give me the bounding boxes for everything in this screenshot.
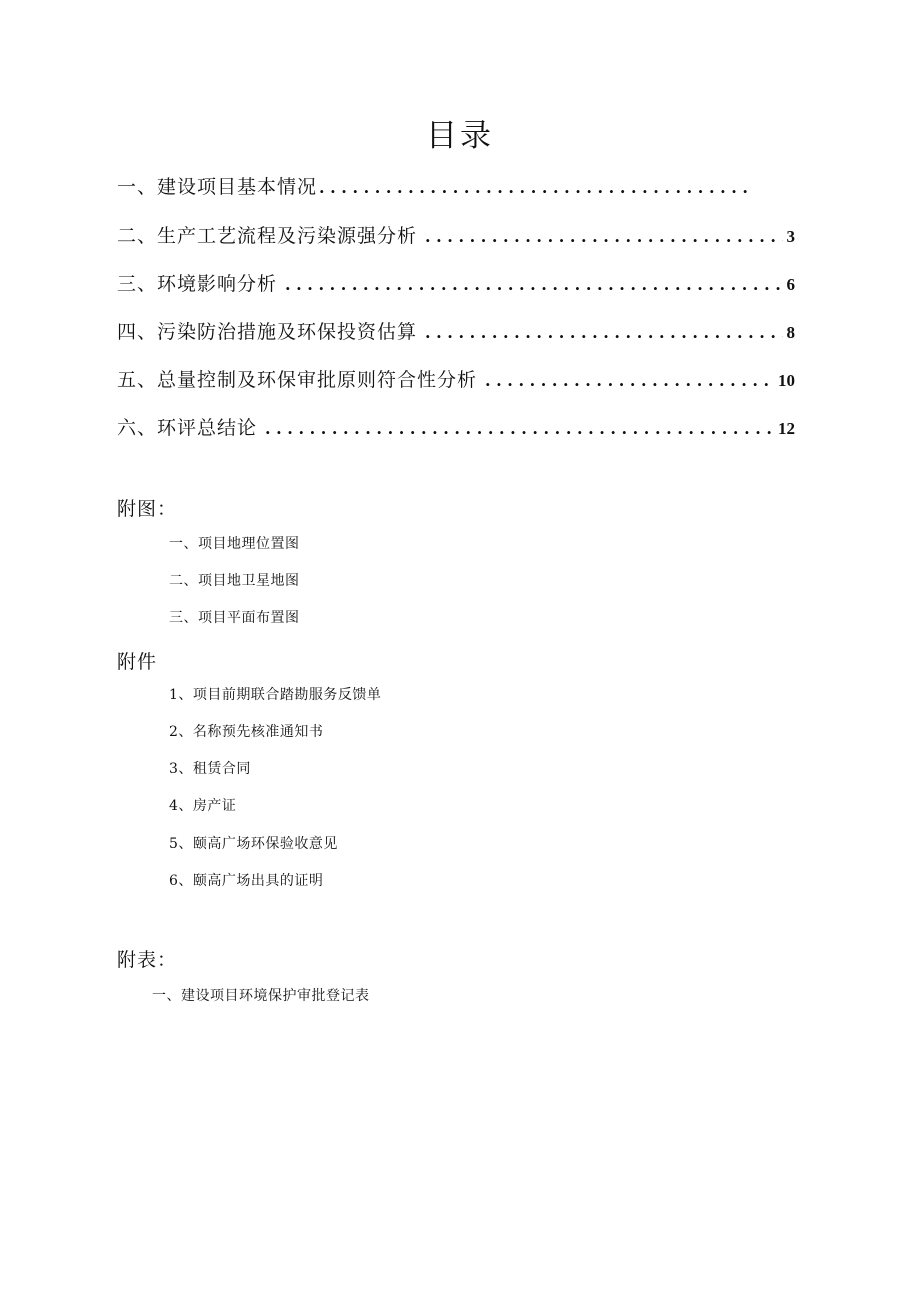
toc-entry-label: 二、生产工艺流程及污染源强分析 (117, 225, 418, 247)
attached-tables-heading: 附表： (117, 949, 178, 971)
toc-dot-leader (425, 323, 782, 342)
attachment-item: 3、租赁合同 (169, 761, 251, 777)
toc-entry-page: 12 (778, 419, 795, 438)
attached-figure-item: 三、项目平面布置图 (169, 610, 300, 626)
toc-dot-leader (485, 371, 774, 390)
toc-dot-leader (319, 178, 749, 197)
toc-entry[interactable] (117, 221, 795, 249)
toc-dot-leader (265, 419, 774, 438)
toc-entry-label: 四、污染防治措施及环保投资估算 (117, 321, 418, 343)
toc-entry-label: 三、环境影响分析 (117, 273, 278, 295)
attachment-item: 5、颐高广场环保验收意见 (169, 836, 338, 852)
toc-entry-page: 6 (786, 275, 795, 294)
toc-entry-page: 8 (786, 323, 795, 342)
attachment-item: 1、项目前期联合踏勘服务反馈单 (169, 687, 382, 703)
toc-entry-label: 五、总量控制及环保审批原则符合性分析 (117, 369, 478, 391)
toc-entry-page: 3 (786, 227, 795, 246)
attachment-item: 4、房产证 (169, 798, 237, 814)
toc-entry[interactable] (117, 413, 795, 441)
page-title: 目录 (426, 118, 494, 154)
toc-entry-label: 六、环评总结论 (117, 417, 258, 439)
toc-entry-label: 一、建设项目基本情况 (117, 176, 318, 198)
attachments-heading: 附件 (117, 651, 158, 673)
attachment-item: 2、名称预先核准通知书 (169, 724, 324, 740)
attached-figures-heading: 附图： (117, 498, 178, 520)
toc-dot-leader (285, 275, 782, 294)
toc-dot-leader (425, 227, 782, 246)
toc-entry[interactable] (117, 317, 795, 345)
toc-entry-page: 10 (778, 371, 795, 390)
attached-figure-item: 一、项目地理位置图 (169, 536, 300, 552)
attached-table-item: 一、建设项目环境保护审批登记表 (152, 988, 370, 1004)
attached-figure-item: 二、项目地卫星地图 (169, 573, 300, 589)
attachment-item: 6、颐高广场出具的证明 (169, 873, 324, 889)
toc-entry[interactable] (117, 172, 795, 200)
toc-entry[interactable] (117, 365, 795, 393)
toc-entry[interactable] (117, 269, 795, 297)
